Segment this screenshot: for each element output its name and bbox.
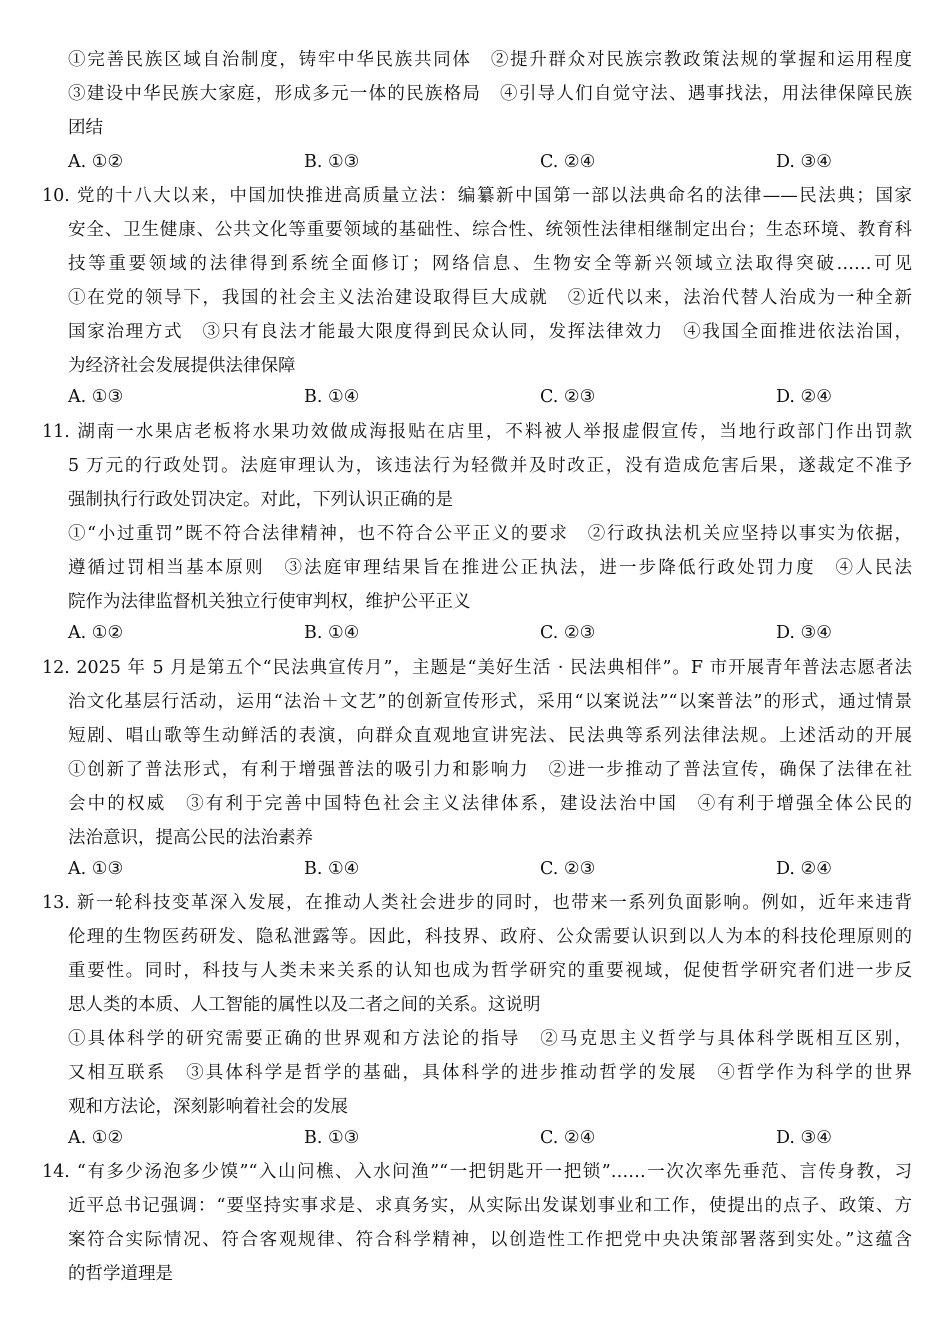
q13-option-b: B. ①③ bbox=[304, 1128, 360, 1148]
q12-option-d: D. ②④ bbox=[776, 859, 832, 879]
q11-stem-line-1: 11. 湖南一水果店老板将水果功效做成海报贴在店里，不料被人举报虚假宣传，当地行政部门作出罚款 bbox=[42, 422, 912, 442]
q14-stem-line-3: 案符合实际情况、符合客观规律、符合科学精神，以创造性工作把党中央决策部署落到实处。”这蕴含 bbox=[68, 1230, 912, 1250]
q10-option-a: A. ①③ bbox=[68, 387, 124, 407]
q11-statement-line-3: 院作为法律监督机关独立行使审判权，维护公平正义 bbox=[68, 592, 471, 612]
q10-stem-line-1: 10. 党的十八大以来，中国加快推进高质量立法：编纂新中国第一部以法典命名的法律——民法典；国家 bbox=[42, 186, 912, 206]
q10-statement-line-2: 国家治理方式 ③只有良法才能最大限度得到民众认同，发挥法律效力 ④我国全面推进依法治国， bbox=[68, 322, 912, 342]
q11-option-a: A. ①② bbox=[68, 623, 124, 643]
q9-option-d: D. ③④ bbox=[776, 152, 832, 172]
q13-stem-line-4: 思人类的本质、人工智能的属性以及二者之间的关系。这说明 bbox=[68, 995, 541, 1015]
q10-option-c: C. ②③ bbox=[540, 387, 596, 407]
q11-statement-line-2: 遵循过罚相当基本原则 ③法庭审理结果旨在推进公正执法，进一步降低行政处罚力度 ④人民法 bbox=[68, 558, 912, 578]
q9-option-a: A. ①② bbox=[68, 152, 124, 172]
q13-option-a: A. ①② bbox=[68, 1128, 124, 1148]
q11-statement-line-1: ①“小过重罚”既不符合法律精神，也不符合公平正义的要求 ②行政执法机关应坚持以事实为依据， bbox=[68, 524, 912, 544]
q12-stem-line-3: 短剧、唱山歌等生动鲜活的表演，向群众直观地宣讲宪法、民法典等系列法律法规。上述活动的开展 bbox=[68, 726, 912, 746]
q9-statement-line-1: ①完善民族区域自治制度，铸牢中华民族共同体 ②提升群众对民族宗教政策法规的掌握和运用程度 bbox=[68, 50, 912, 70]
q13-statement-line-2: 又相互联系 ③具体科学是哲学的基础，具体科学的进步推动哲学的发展 ④哲学作为科学的世界 bbox=[68, 1063, 912, 1083]
q13-option-d: D. ③④ bbox=[776, 1128, 832, 1148]
q10-options bbox=[68, 380, 913, 414]
q12-option-c: C. ②③ bbox=[540, 859, 596, 879]
q12-options bbox=[68, 852, 913, 886]
q11-options bbox=[68, 616, 913, 650]
q10-statement-line-3: 为经济社会发展提供法律保障 bbox=[68, 356, 296, 376]
q13-statement-line-3: 观和方法论，深刻影响着社会的发展 bbox=[68, 1097, 348, 1117]
q10-statement-line-1: ①在党的领导下，我国的社会主义法治建设取得巨大成就 ②近代以来，法治代替人治成为一种全新 bbox=[68, 288, 912, 308]
q9-options bbox=[68, 145, 913, 179]
q13-stem-line-2: 伦理的生物医药研发、隐私泄露等。因此，科技界、政府、公众需要认识到以人为本的科技伦理原则的 bbox=[68, 927, 912, 947]
q13-option-c: C. ②④ bbox=[540, 1128, 596, 1148]
q10-option-d: D. ②④ bbox=[776, 387, 832, 407]
q12-statement-line-1: ①创新了普法形式，有利于增强普法的吸引力和影响力 ②进一步推动了普法宣传，确保了法律在社 bbox=[68, 760, 912, 780]
q12-option-b: B. ①④ bbox=[304, 859, 360, 879]
q12-statement-line-3: 法治意识，提高公民的法治素养 bbox=[68, 828, 313, 848]
q11-option-b: B. ①④ bbox=[304, 623, 360, 643]
q9-option-b: B. ①③ bbox=[304, 152, 360, 172]
q12-stem-line-2: 治文化基层行活动，运用“法治＋文艺”的创新宣传形式，采用“以案说法”“以案普法”的形式，通过情景 bbox=[68, 692, 912, 712]
q14-stem-line-4: 的哲学道理是 bbox=[68, 1264, 173, 1284]
q13-stem-line-1: 13. 新一轮科技变革深入发展，在推动人类社会进步的同时，也带来一系列负面影响。例如，近年来违背 bbox=[42, 893, 912, 913]
q12-option-a: A. ①③ bbox=[68, 859, 124, 879]
q14-stem-line-2: 近平总书记强调：“要坚持实事求是、求真务实，从实际出发谋划事业和工作，使提出的点子、政策、方 bbox=[68, 1196, 912, 1216]
q12-statement-line-2: 会中的权威 ③有利于完善中国特色社会主义法律体系，建设法治中国 ④有利于增强全体公民的 bbox=[68, 794, 912, 814]
q10-stem-line-3: 技等重要领域的法律得到系统全面修订；网络信息、生物安全等新兴领域立法取得突破……可见 bbox=[68, 254, 912, 274]
q11-option-d: D. ③④ bbox=[776, 623, 832, 643]
q14-stem-line-1: 14. “有多少汤泡多少馍”“入山问樵、入水问渔”“一把钥匙开一把锁”……一次次率先垂范、言传身教，习 bbox=[42, 1162, 912, 1182]
q9-option-c: C. ②④ bbox=[540, 152, 596, 172]
q11-stem-line-3: 强制执行行政处罚决定。对此，下列认识正确的是 bbox=[68, 490, 453, 510]
q11-option-c: C. ②③ bbox=[540, 623, 596, 643]
q13-statement-line-1: ①具体科学的研究需要正确的世界观和方法论的指导 ②马克思主义哲学与具体科学既相互区别， bbox=[68, 1029, 912, 1049]
q12-stem-line-1: 12. 2025 年 5 月是第五个“民法典宣传月”，主题是“美好生活 · 民法典相伴”。F 市开展青年普法志愿者法 bbox=[42, 658, 912, 678]
q13-options bbox=[68, 1121, 913, 1155]
q10-stem-line-2: 安全、卫生健康、公共文化等重要领域的基础性、综合性、统领性法律相继制定出台；生态环境、教育科 bbox=[68, 220, 912, 240]
q9-statement-line-3: 团结 bbox=[68, 118, 103, 138]
q10-option-b: B. ①④ bbox=[304, 387, 360, 407]
q9-statement-line-2: ③建设中华民族大家庭，形成多元一体的民族格局 ④引导人们自觉守法、遇事找法，用法律保障民族 bbox=[68, 84, 912, 104]
q13-stem-line-3: 重要性。同时，科技与人类未来关系的认知也成为哲学研究的重要视域，促使哲学研究者们进一步反 bbox=[68, 961, 912, 981]
q11-stem-line-2: 5 万元的行政处罚。法庭审理认为，该违法行为轻微并及时改正，没有造成危害后果，遂裁定不准予 bbox=[68, 456, 912, 476]
